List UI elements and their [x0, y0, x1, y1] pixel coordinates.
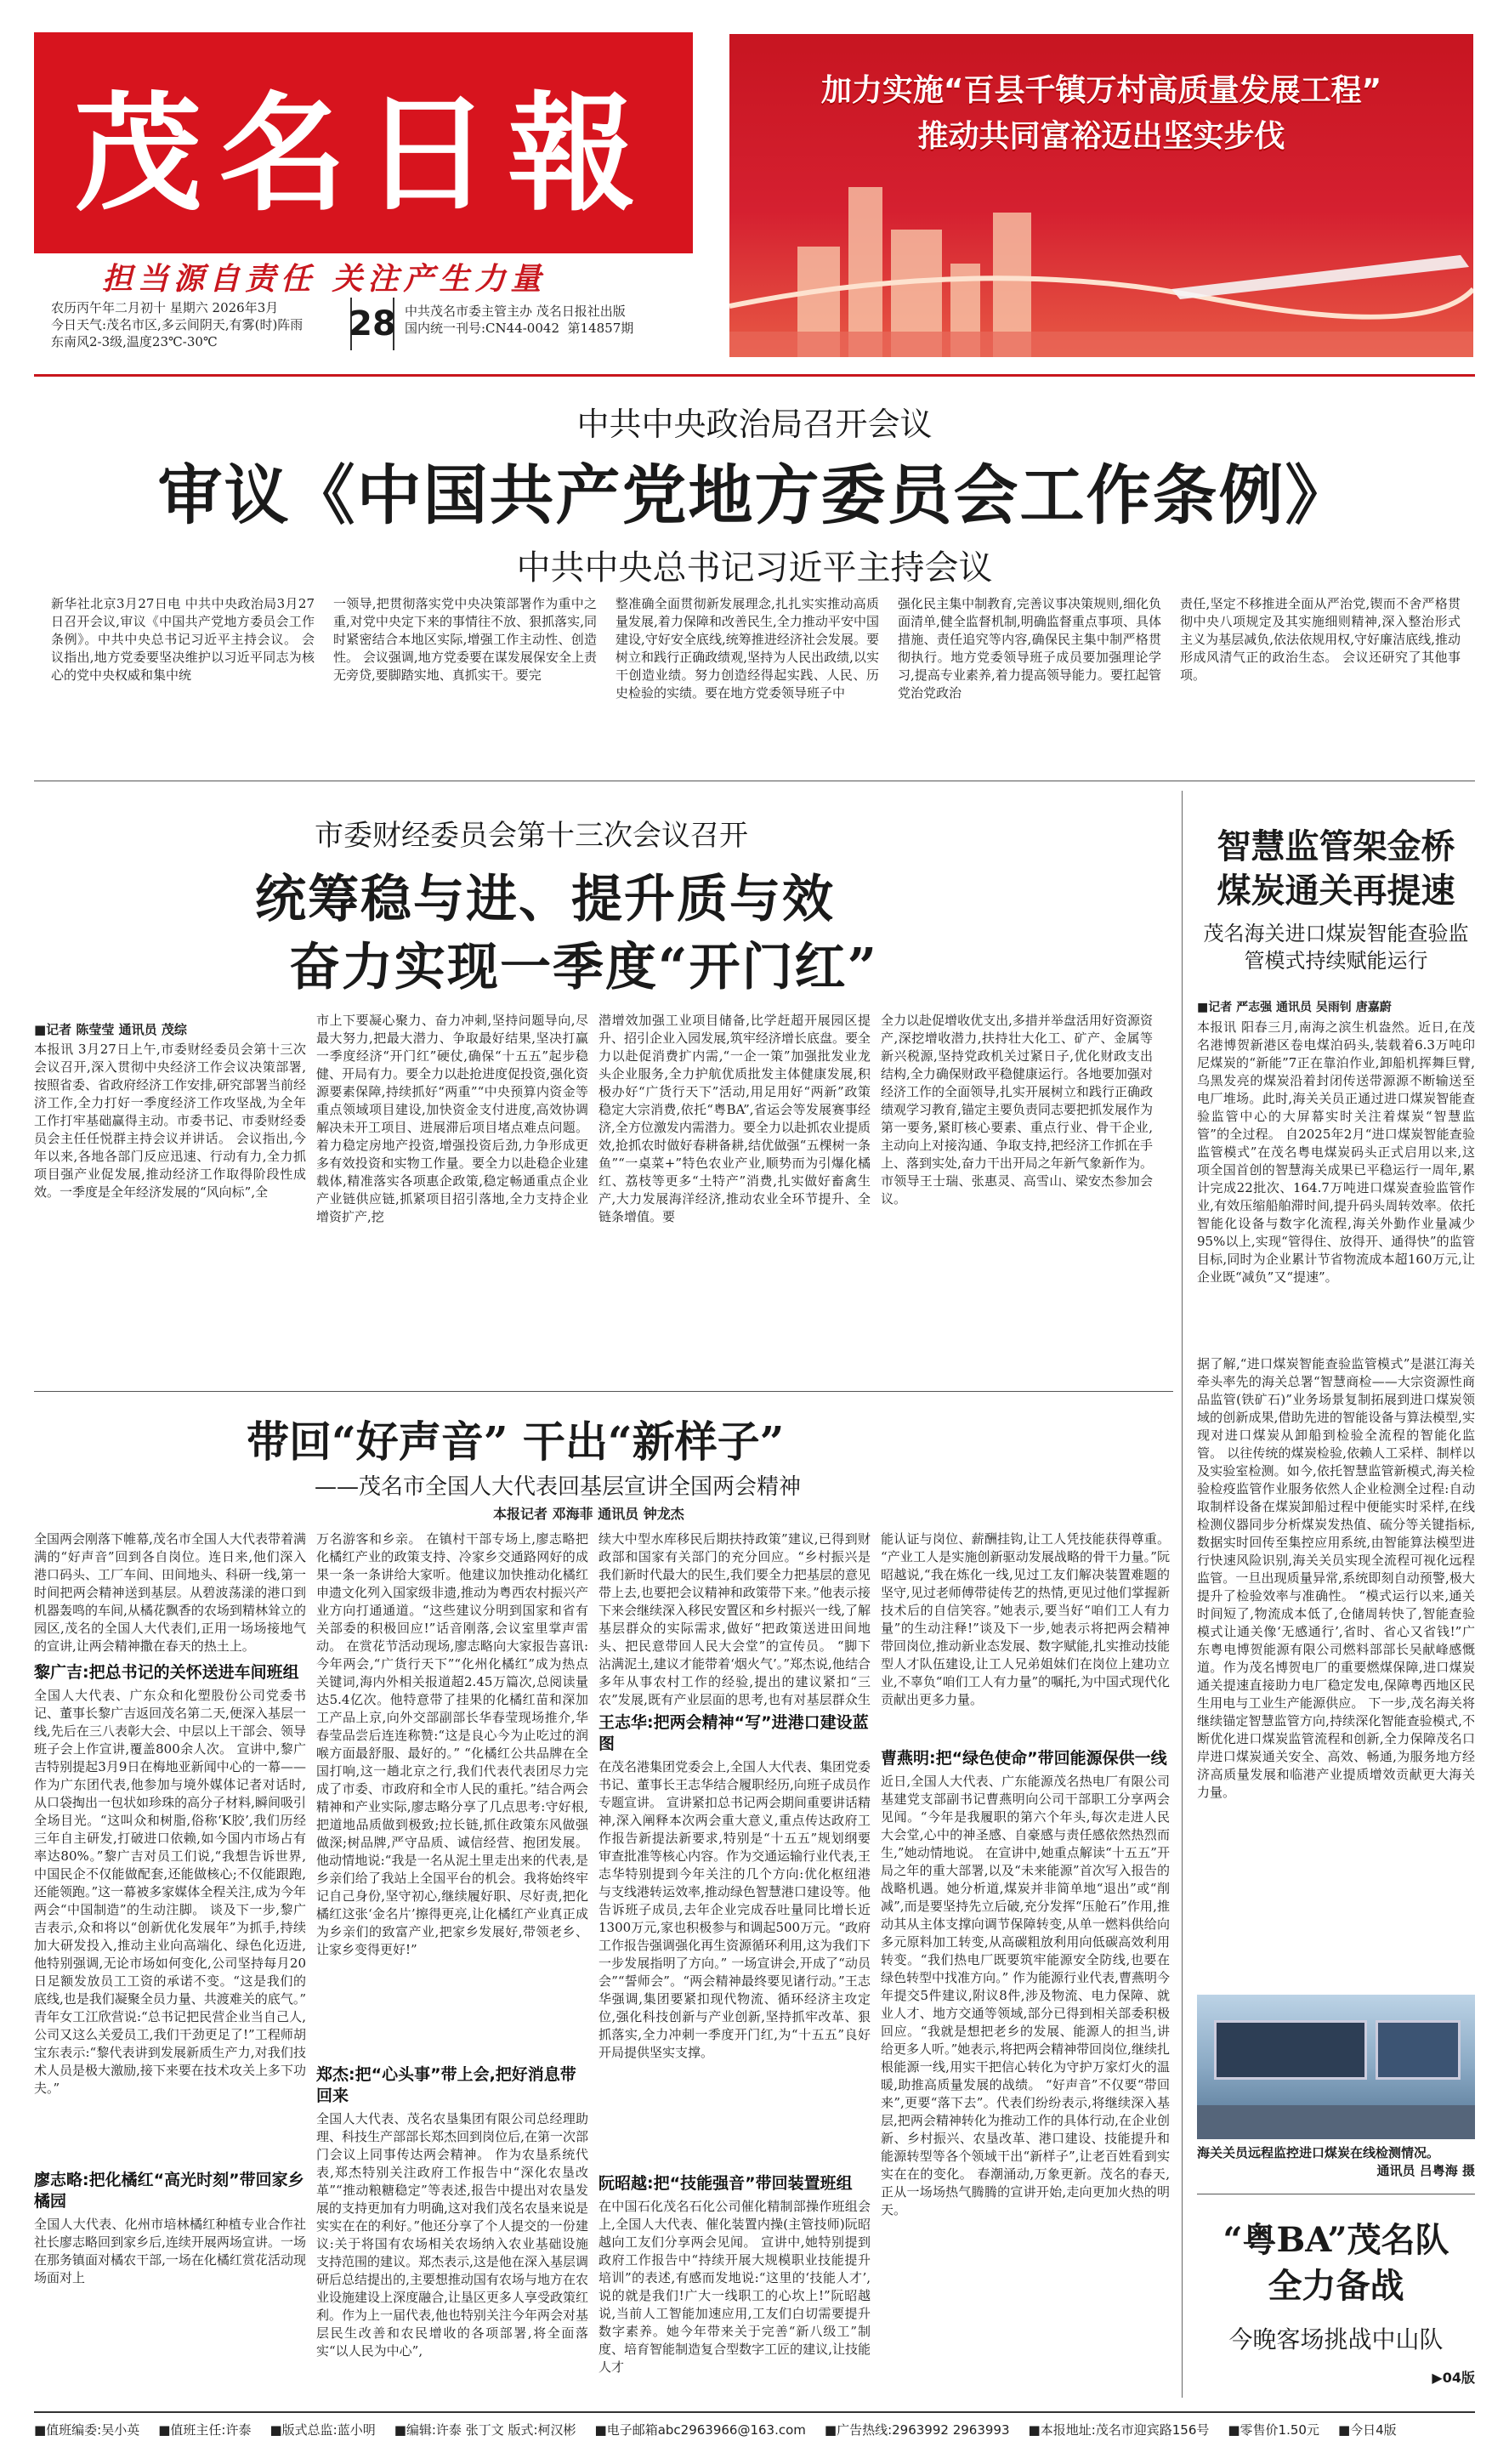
finance-col-2: 市上下要凝心聚力、奋力冲刺,坚持问题导向,尽最大努力,把最大潜力、争取最好结果,坚决打赢一季度经济“开门红”硬仗,确保“十五五”起步稳健、开局有力。要全力以赴抢进度促投资,强化资源要素保障,持续抓好“两重”“中央预算内资金等重点领域项目建设,加快资金支付进度,高效协调解决未开工项目、进展滞后项目堵点难点问题。着力稳定房地产投资,增强投资后劲,力争形成更多有效投资和实物工作量。要全力以赴稳企业建载体,精准落实各项惠企政策,稳定畅通重点企业产业链供应链,抓紧项目招引落地,全力支持企业增资扩产,挖 — [316, 1013, 588, 1224]
customs-body-1: 本报讯 阳春三月,南海之滨生机盎然。近日,在茂名港博贺新港区卷电煤泊码头,装载着6.3万吨印尼煤炭的“新能”7正在靠泊作业,卸船机挥舞巨臂,乌黑发亮的煤炭沿着封闭传送带源源不断输送至电厂堆场。此时,海关关员正通过进口煤炭智能查验监管中心的大屏幕实时关注着煤炭“智慧监管”的全过程。 自2025年2月“进口煤炭智能查验监管模式”在茂名粤电煤炭码头正式启用以来,这项全国首创的智慧海关成果已平稳运行一周年,累计完成22批次、164.7万吨进口煤炭查验监管作业,有效压缩船舶滞时间,提升码头周转效率。依托智能化设备与数字化流程,海关外勤作业量减少95%以上,实现“管得住、放得开、通得快”的监管目标,同时为企业累计节省物流成本超160万元,让企业既“减负”又“提速”。 — [1197, 1019, 1475, 1285]
divider — [34, 374, 1475, 377]
monitor-screen — [1214, 2020, 1367, 2080]
divider — [34, 1391, 1173, 1392]
customs-body-2: 据了解,“进口煤炭智能查验监管模式”是湛江海关牵头率先的海关总署“智慧商检——大宗资源性商品监管(铁矿石)”业务场景复制拓展到进口煤炭领域的创新成果,借助先进的智能设备与算法模型,实现对进口煤炭从卸船到检验全流程的智能化监管。 以往传统的煤炭检验,依赖人工采样、制样以及实验室检测。如今,依托智慧监管新模式,海关检验检疫监管作业服务依然人企业检测全过程:自动取制样设备在煤炭卸船过程中便能实时采样,在线检测仪器同步分析煤炭发热值、硫分等关键指标,数据实时回传至集控应用系统,由智能算法模型进行快速风险识别,海关关员实现全流程可视化远程监管。一旦出现质量异常,系统即刻自动预警,极大提升了检验效率与准确性。 “模式运行以来,通关时间短了,物流成本低了,仓储周转快了,智能查验模式让通关像‘无感通行’,省时、省心又省钱!”广东粤电博贺能源有限公司燃料部部长吴献峰感慨道。作为茂名博贺电厂的重要燃煤保障,进口煤炭通关提速直接助力电厂稳定发电,保障粤西地区民生用电与工业生产能源供应。 下一步,茂名海关将继续锚定智慧监管方向,持续深化智能查验模式,不断优化进口煤炭监管流程和创新,全力保障茂名口岸进口煤炭通关安全、高效、畅通,为服务地方经济高质量发展和临港产业提质增效贡献更大海关力量。 — [1197, 1356, 1475, 1800]
customs-photo — [1197, 1995, 1475, 2139]
bridge-train-graphic — [729, 204, 1473, 357]
finance-headline-2: 奋力实现一季度“开门红” — [289, 938, 879, 997]
finance-col-1: 本报讯 3月27日上午,市委财经委员会第十三次会议召开,深入贯彻中央经济工作会议决策部署,按照省委、省政府经济工作安排,研究部署当前经济工作,全力打好一季度经济工作攻坚战,为全年工作打牢基础赢得主动。市委书记、市委财经委员会主任任悦群主持会议并讲话。 会议指出,今年以来,各地各部门反应迅速、行动有力,全力抓项目强产业促发展,推动经济工作取得阶段性成效。一季度是全年经济发展的“风向标”,全 — [34, 1042, 306, 1200]
date-day: 28 — [350, 298, 394, 350]
banner-line1: 加力实施“百县千镇万村高质量发展工程” — [820, 73, 1382, 108]
npc-col-1: 全国两会刚落下帷幕,茂名市全国人大代表带着满满的“好声音”回到各自岗位。连日来,他们深入港口码头、工厂车间、田间地头、科研一线,第一时间把两会精神送到基层。从碧波荡漾的港口到机器轰鸣的车间,从橘花飘香的农场到精林耸立的园区,茂名的全国人大代表们,正用一场场接地气的宣讲,让两会精神撒在春天的热土上。 黎广吉:把总书记的关怀送进车间班组 全国人大代表、广东众和化塑股份公司党委书记、董事长黎广吉返回茂名第二天,便深入基层一线,先后在三八表彰大会、中层以上干部会、领导班子会上作宣讲,覆盖800余人次。 宣讲中,黎广吉特别提起3月9日在梅地亚新闻中心的一幕——作为广东团代表,他参加与境外媒体记者对话时,从口袋掏出一包状如珍珠的高分子材料,瞬间吸引全场目光。“这叫众和树脂,俗称‘K胶’,我们历经三年自主研发,打破进口依赖,如今国内市场占有率达80%。”黎广吉对员工们说,“我想告诉世界,中国民企不仅能做配套,还能做核心;不仅能跟跑,还能领跑。”这一幕被多家媒体全程关注,成为今年两会“中国制造”的生动注脚。 谈及下一步,黎广吉表示,众和将以“创新优化发展年”为抓手,持续加大研发投入,推动主业向高端化、绿色化迈进,他特别强调,无论市场如何变化,公司坚持每月20日足额发放员工工资的承诺不变。“这是我们的底线,也是我们凝聚全员力量、共渡难关的底气。” 青年女工江欣营说:“总书记把民营企业当自己人,公司又这么关爱员工,我们干劲更足了!”工程师胡宝东表示:“黎代表讲到发展新质生产力,对我们技术人员是极大激励,接下来要在技术攻关上多下功夫。” 廖志略:把化橘红“高光时刻”带回家乡橘园 全国人大代表、化州市培林橘红种植专业合作社社长廖志略回到家乡后,连续开展两场宣讲。一场在那务镇面对橘农干部,一场在化橘红赏花活动现场面对上 — [34, 1531, 306, 2285]
lead-col-5: 责任,坚定不移推进全面从严治党,锲而不舍严格贯彻中央八项规定及其实施细则精神,深入整治形式主义为基层减负,依法依规用权,守好廉洁底线,推动形成风清气正的政治生态。 会议还研究了其他事项。 — [1180, 596, 1461, 683]
column-divider — [1182, 791, 1183, 2398]
newspaper-title: 茂名日報 — [74, 79, 653, 229]
lead-col-2: 一领导,把贯彻落实党中央决策部署作为重中之重,对党中央定下来的事情往不放、狠抓落实,同时紧密结合本地区实际,增强工作主动性、创造性。 会议强调,地方党委要在谋发展保安全上责无旁贷,要脚踏实地、真抓实干。要完 — [333, 596, 597, 683]
footer-item: ■版式总监:蓝小明 — [269, 2421, 376, 2438]
lead-subhead: 中共中央总书记习近平主持会议 — [516, 548, 993, 588]
date-info: 农历丙午年二月初十 星期六 2026年3月 今日天气:茂名市区,多云间阴天,有雾(时)阵雨 东南风2-3级,温度23℃-30℃ — [51, 300, 304, 349]
npc-headline: 带回“好声音” 干出“新样子” — [247, 1417, 785, 1467]
lead-col-1: 新华社北京3月27日电 中共中央政治局3月27日召开会议,审议《中国共产党地方委员会工作条例》。中共中央总书记习近平主持会议。 会议指出,地方党委要坚决维护以习近平同志为核心的党中央权威和集中统 — [51, 596, 315, 683]
finance-kicker: 市委财经委员会第十三次会议召开 — [315, 819, 748, 853]
top-banner — [729, 34, 1473, 357]
footer-item: ■今日4版 — [1337, 2421, 1397, 2438]
customs-byline: ■记者 严志强 通讯员 吴雨钊 唐嘉蔚 — [1197, 1001, 1392, 1014]
control-desk — [1197, 2105, 1475, 2139]
lead-col-4: 强化民主集中制教育,完善议事决策规则,细化负面清单,健全监督机制,明确监督重点事项、具体措施、责任追究等内容,确保民主集中制严格贯彻执行。地方党委领导班子成员要加强理论学习,提高专业素养,着力提高领导能力。要扛起管党治党政治 — [898, 596, 1161, 701]
finance-col-3: 潜增效加强工业项目储备,比学赶超开展园区提升、招引企业入园发展,筑牢经济增长底盘。要全力以赴促消费扩内需,“一企一策”加强批发业龙头企业服务,全力护航优质批发主体健康发展,积极办好“广货行天下”活动,用足用好“两新”政策稳定大宗消费,依托“粤BA”,省运会等发展赛事经济,全方位激发内需潜力。要全力以赴抓农业提质效,抢抓农时做好春耕备耕,结优做强“五棵树一条鱼”“一桌菜+”特色农业产业,顺势而为引爆化橘红、荔枝等更多“土特产”消费,扎实做好畜禽生产,大力发展海洋经济,推动农业全环节提升、全链条增值。要 — [598, 1013, 871, 1224]
lead-kicker: 中共中央政治局召开会议 — [576, 406, 933, 443]
sport-page-link[interactable]: ▶04版 — [1432, 2370, 1475, 2386]
customs-photo-caption: 海关关员远程监控进口煤炭在线检测情况。 通讯员 吕粤海 摄 — [1197, 2145, 1475, 2178]
masthead-slogan: 担当源自责任 关注产生力量 — [102, 261, 547, 297]
npc-col-3: 续大中型水库移民后期扶持政策”建议,已得到财政部和国家有关部门的充分回应。“乡村振兴是我们新时代最大的民生,我们要全力把基层的意见带上去,也要把会议精神和政策带下来。”他表示接下来会继续深入移民安置区和乡村振兴一线,了解基层群众的实际需求,做好“把政策送进田间地头、把民意带回人民大会堂”的宣传员。 “脚下沾满泥土,建议才能带着‘烟火气’。”郑杰说,他结合多年从事农村工作的经验,提出的建议紧扣“三农”发展,既有产业层面的思考,也有对基层群众生 王志华:把两会精神“写”进港口建设蓝图 在茂名港集团党委会上,全国人大代表、集团党委书记、董事长王志华结合履职经历,向班子成员作专题宣讲。 宣讲紧扣总书记两会期间重要讲话精神,深入阐释本次两会重大意义,重点传达政府工作报告新提法新要求,特别是“十五五”规划纲要审查批准等核心内容。作为交通运输行业代表,王志华特别提到今年关注的几个方向:优化枢纽港与支线港转运效率,推动绿色智慧港口建设等。他告诉班子成员,去年企业完成吞吐量同比增长近1300万元,家也积极参与和调起500万元。“政府工作报告强调强化再生资源循环利用,这为我们下一步发展指明了方向。” 一场宣讲会,开成了“动员会”“誓师会”。“两会精神最终要见诸行动。”王志华强调,集团要紧扣现代物流、循环经济主攻定位,强化科技创新与产业创新,坚持抓牢改革、狠抓落实,全力冲刺一季度开门红,为“十五五”良好开局提供坚实支撑。 阮昭越:把“技能强音”带回装置班组 在中国石化茂名石化公司催化精制部操作班组会上,全国人大代表、催化装置内操(主管技师)阮昭越向工友们分享两会见闻。 宣讲中,她特别提到政府工作报告中“持续开展大规模职业技能提升培训”的表述,有感而发地说:“这里的‘技能人才’,说的就是我们!广大一线职工的心坎上!”阮昭越说,当前人工智能加速应用,工友们白切需要提升数字素养。她今年带来关于完善“新八级工”制度、培育智能制造复合型数字工匠的建议,让技能人才 — [598, 1531, 871, 2375]
footer-item: ■零售价1.50元 — [1228, 2421, 1319, 2438]
footer-item: ■值班编委:吴小英 — [34, 2421, 140, 2438]
footer-item: ■值班主任:许泰 — [158, 2421, 252, 2438]
banner-line2: 推动共同富裕迈出坚实步伐 — [917, 119, 1285, 154]
publisher-info: 中共茂名市委主管主办 茂名日报社出版 国内统一刊号:CN44-0042 第14857期 — [405, 304, 634, 336]
npc-subhead: ——茂名市全国人大代表回基层宣讲全国两会精神 — [315, 1474, 802, 1500]
lead-col-3: 整准确全面贯彻新发展理念,扎扎实实推动高质量发展,着力保障和改善民生,全力推动平安中国建设,守好安全底线,统筹推进经济社会发展。要树立和践行正确政绩观,坚持为人民出政绩,以实干创造业绩。努力创造经得起实践、人民、历史检验的实绩。要在地方党委领导班子中 — [616, 596, 879, 701]
footer-item: ■广告热线:2963992 2963993 — [824, 2421, 1010, 2438]
sport-headline: “粤BA”茂名队 全力备战 — [1223, 2220, 1449, 2306]
monitor-screen — [1376, 2020, 1461, 2080]
masthead-logo — [34, 32, 693, 253]
npc-col-2: 万名游客和乡亲。 在镇村干部专场上,廖志略把化橘红产业的政策支持、冷家乡交通路网好的成果一条一条讲给大家听。他建议加快推动化橘红申遗文化列入国家级非遗,推动为粤西农村振兴产业方向打通通道。“这些建议分明到国家和省有关部委的积极回应!”话音刚落,会议室里掌声雷动。 在赏花节活动现场,廖志略向大家报告喜讯:今年两会,“广货行天下”“化州化橘红”成为热点关键词,海内外相关报道超2.45万篇次,总阅读量达5.4亿次。他特意带了挂果的化橘红苗和深加工产品上京,向外交部副部长华春莹现场推介,华春莹品尝后连连称赞:“这是良心今为止吃过的润喉方面最舒服、最好的。” “化橘红公共品牌在全国打响,这一趟北京之行,我们代表代表团尽力完成了市委、市政府和全市人民的重托。”结合两会精神和产业实际,廖志略分享了几点思考:守好根,把道地品质做到极致;拉长链,抓住政策东风做强做深;树品牌,严守品质、诚信经营、抱团发展。他动情地说:“我是一名从泥土里走出来的代表,是乡亲们给了我站上全国平台的机会。我将始终牢记自己身份,坚守初心,继续履好职、尽好责,把化橘红这张‘金名片’擦得更亮,让化橘红产业真正成为乡亲们的致富产业,把家乡发展好,带领老乡、让家乡变得更好!” 郑杰:把“心头事”带上会,把好消息带回来 全国人大代表、茂名农垦集团有限公司总经理助理、科技生产部部长郑杰回到岗位后,在第一次部门会议上同事传达两会精神。 作为农垦系统代表,郑杰特别关注政府工作报告中“深化农垦改革”“推动粮糖稳定”等表述,报告中提出对农垦发展的支持更加有力明确,这对我们茂名农垦来说是实实在在的利好。”他还分享了个人提交的一份建议:关于将国有农场相关农场纳入农业基础设施支持范围的建议。郑杰表示,这是他在深入基层调研后总结提出的,主要想推动国有农场与地方在农业设施建设上深度融合,让垦区更多人享受政策红利。作为上一届代表,他也特别关注今年两会对基层民生改善和农民增收的各项部署,将全面落实“以人民为中心”, — [316, 1531, 588, 2359]
finance-byline: ■记者 陈莹莹 通讯员 茂综 — [34, 1022, 187, 1037]
finance-headline-1: 统筹稳与进、提升质与效 — [255, 870, 835, 929]
footer-item: ■本报地址:茂名市迎宾路156号 — [1028, 2421, 1210, 2438]
npc-col-4: 能认证与岗位、薪酬挂钩,让工人凭技能获得尊重。 “产业工人是实施创新驱动发展战略的骨干力量。”阮昭越说,“我在炼化一线,见过工友们解决装置难题的坚守,见过老师傅带徒传艺的热情,更见过他们掌握新技术后的自信笑容。”她表示,要当好“咱们工人有力量”的生动注释!”谈及下一步,她表示将把两会精神带回岗位,推动新业态发展、数字赋能,扎实推动技能型人才队伍建设,让工人兄弟姐妹们在岗位上建功立业,不辜负“咱们工人有力量”的嘱托,为中国式现代化贡献出更多力量。 曹燕明:把“绿色使命”带回能源保供一线 近日,全国人大代表、广东能源茂名热电厂有限公司基建党支部副书记曹燕明向公司干部职工分享两会见闻。“今年是我履职的第六个年头,每次走进人民大会堂,心中的神圣感、自豪感与责任感依然热烈而生,”她动情地说。 在宣讲中,她重点解读“十五五”开局之年的重大部署,以及“未来能源”首次写入报告的战略机遇。她分析道,煤炭并非简单地“退出”或“削减”,而是要坚持先立后破,充分发挥“压舱石”作用,推动其从主体支撑向调节保障转变,从单一燃料供给向多元原料加工转变,从高碳粗放利用向低碳高效利用转变。“我们热电厂既要筑牢能源安全防线,也要在绿色转型中找准方向。” 作为能源行业代表,曹燕明今年提交5件建议,附议8件,涉及物流、电力保障、就业人才、地方交通等领域,部分已得到相关部委积极回应。“我就是想把老乡的发展、能源人的担当,讲给更多人听。”她表示,将把两会精神带回岗位,继续扎根能源一线,用实干把信心转化为守护万家灯火的温暖,助推高质量发展的战绩。 “好声音”不仅要“带回来”,更要“落下去”。代表们纷纷表示,将继续深入基层,把两会精神转化为推动工作的具体行动,在企业创新、乡村振兴、农垦改革、港口建设、技能提升和能源转型等各个领域干出“新样子”,让老百姓看到实实在在的变化。 春潮涌动,万象更新。茂名的春天,正从一场场热气腾腾的宣讲开始,走向更加火热的明天。 — [881, 1531, 1170, 2217]
npc-byline: 本报记者 邓海菲 通讯员 钟龙杰 — [493, 1506, 684, 1522]
lead-headline: 审议《中国共产党地方委员会工作条例》 — [157, 457, 1352, 533]
footer-item: ■编辑:许泰 张丁文 版式:柯汉彬 — [394, 2421, 576, 2438]
finance-col-4: 全力以赴促增收优支出,多措并举盘活用好资源资产,深挖增收潜力,扶持壮大化工、矿产、金属等新兴税源,坚持党政机关过紧日子,优化财政支出结构,全力确保财政平稳健康运行。各地要加强对经济工作的全面领导,扎实开展树立和践行正确政绩观学习教育,锚定主要负责同志要把抓发展作为第一要务,紧盯核心要素、重点行业、骨干企业,主动向上对接沟通、争取支持,把经济工作抓在手上、落到实处,奋力干出开局之年新气象新作为。 市领导王士瑞、张惠灵、高雪山、梁安杰参加会议。 — [881, 1013, 1153, 1206]
footer-bar — [34, 2411, 1475, 2445]
customs-subhead: 茂名海关进口煤炭智能查验监管模式持续赋能运行 — [1203, 922, 1469, 973]
customs-headline: 智慧监管架金桥 煤炭通关再提速 — [1217, 826, 1455, 911]
sport-subhead: 今晚客场挑战中山队 — [1228, 2325, 1444, 2353]
footer-email-link[interactable]: ■电子邮箱abc2963966@163.com — [594, 2421, 806, 2438]
